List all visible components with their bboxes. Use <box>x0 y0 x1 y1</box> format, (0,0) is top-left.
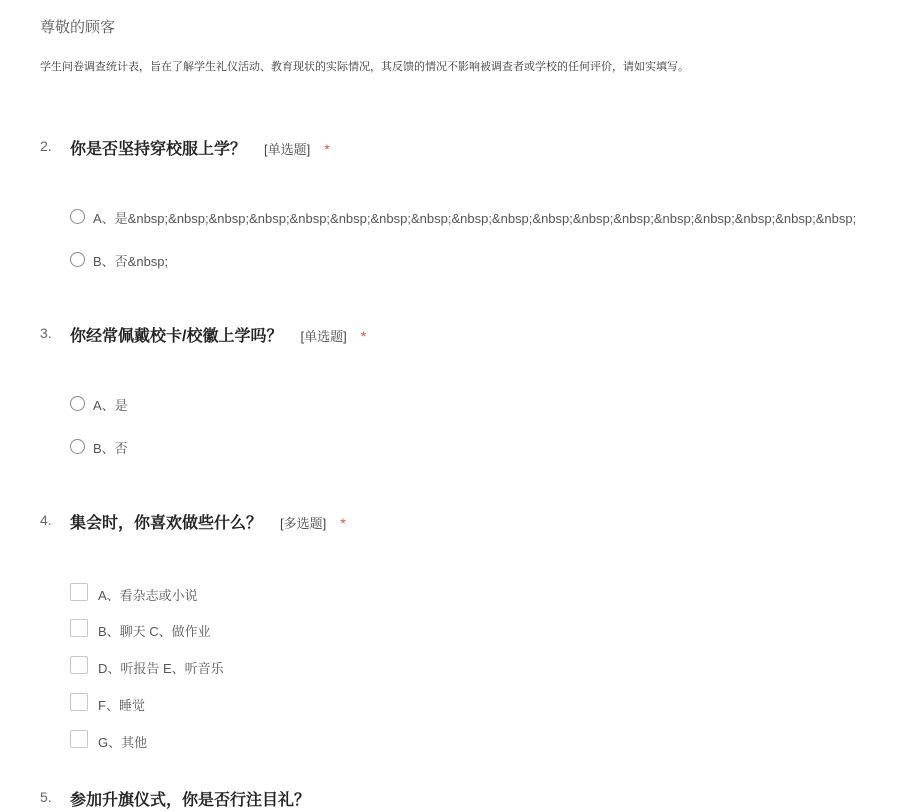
radio-button[interactable] <box>70 252 85 267</box>
required-marker: * <box>360 328 367 344</box>
radio-button[interactable] <box>70 439 85 454</box>
question-4 <box>40 510 900 750</box>
question-5 <box>40 787 900 811</box>
question-title <box>70 136 330 159</box>
question-number: 2. <box>40 138 52 154</box>
checkbox[interactable] <box>70 693 88 711</box>
question-type: [单选题] <box>264 142 311 157</box>
required-marker: * <box>324 141 330 157</box>
option-label: F、睡觉 <box>98 698 145 713</box>
question-number: 4. <box>40 512 52 528</box>
question-type: [多选题] <box>280 516 327 531</box>
question-title-text: 你是否坚持穿校服上学？ <box>70 141 247 158</box>
option-label: B、否 <box>93 441 128 456</box>
option-label: D、听报告 E、听音乐 <box>98 661 224 676</box>
checkbox[interactable] <box>70 656 88 674</box>
question-header <box>40 787 900 811</box>
question-header <box>40 510 900 534</box>
question-2 <box>40 136 900 269</box>
option-label: A、是 <box>93 398 128 413</box>
greeting-title: 尊敬的顾客 <box>40 19 116 36</box>
question-header <box>40 136 900 160</box>
question-title <box>70 323 366 346</box>
question-header <box>40 323 900 347</box>
question-number: 3. <box>40 325 52 341</box>
question-3 <box>40 323 900 456</box>
survey-intro: 学生问卷调查统计表，旨在了解学生礼仪活动、教育现状的实际情况，其反馈的情况不影响被调查者或学校的任何评价，请如实填写。 <box>40 61 689 73</box>
option-label: B、聊天 C、做作业 <box>98 624 211 639</box>
checkbox[interactable] <box>70 619 88 637</box>
question-title <box>70 510 346 533</box>
question-title-text: 集会时，你喜欢做些什么？ <box>70 515 263 532</box>
checkbox[interactable] <box>70 583 88 601</box>
required-marker: * <box>340 515 346 531</box>
question-type: [单选题] <box>300 329 347 344</box>
radio-button[interactable] <box>70 396 85 411</box>
question-number: 5. <box>40 789 52 805</box>
checkbox[interactable] <box>70 730 88 748</box>
option-label: A、看杂志或小说 <box>98 588 198 603</box>
option-label: G、其他 <box>98 735 148 750</box>
radio-button[interactable] <box>70 209 85 224</box>
option-label: B、否&nbsp; <box>93 254 169 269</box>
option-label: A、是&nbsp;&nbsp;&nbsp;&nbsp;&nbsp;&nbsp;&nbsp;&nbsp;&nbsp;&nbsp;&nbsp;&nbsp;&nbsp;&nbsp;&nbsp;&nbsp;&nbsp;&nbsp; <box>93 211 857 226</box>
question-title-text: 你经常佩戴校卡/校徽上学吗？ <box>70 328 283 345</box>
question-title: 参加升旗仪式，你是否行注目礼？ <box>70 792 311 809</box>
